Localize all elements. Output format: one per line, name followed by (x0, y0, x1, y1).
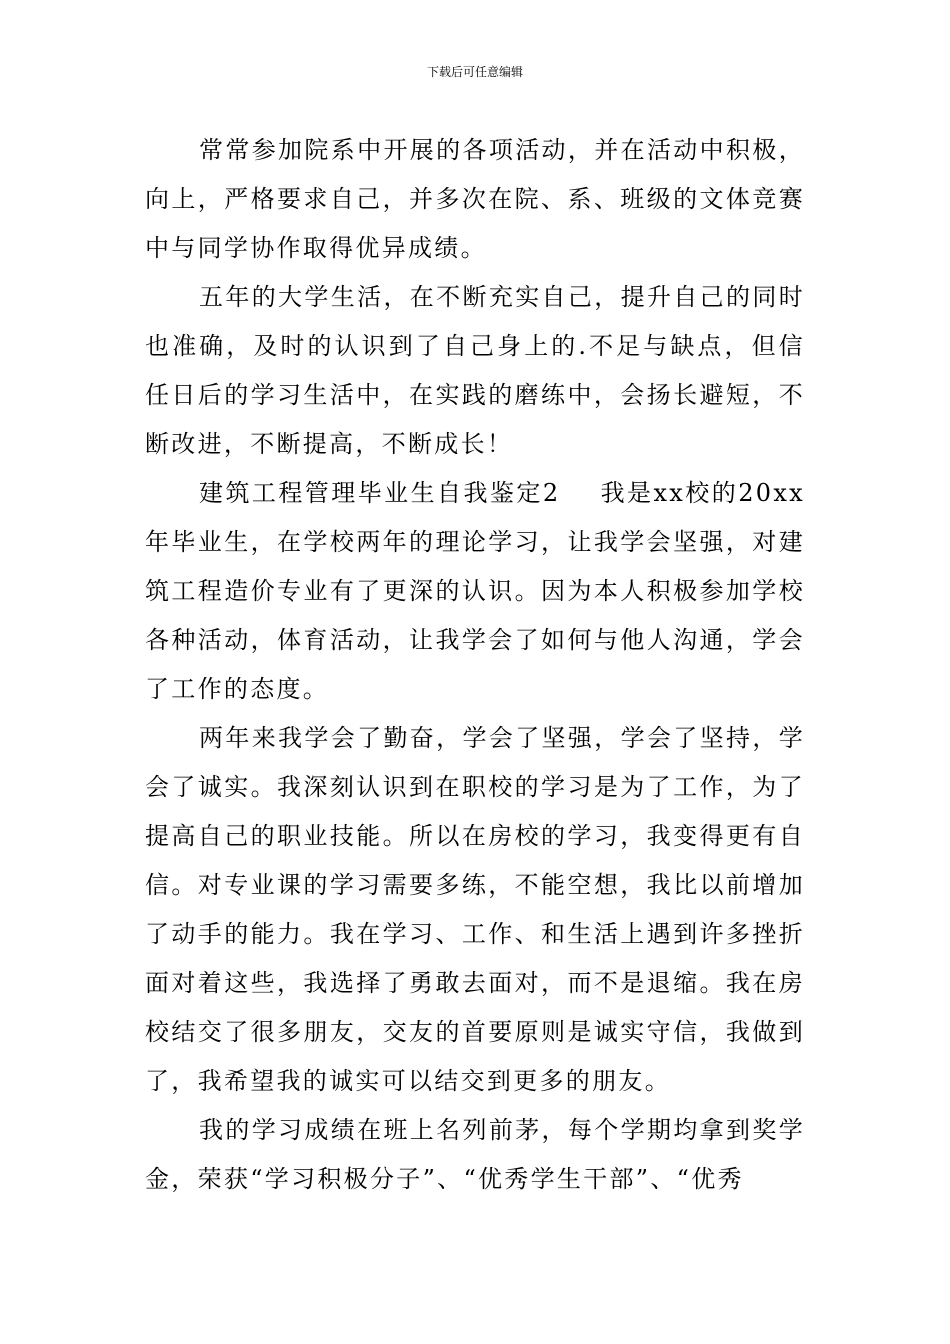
document-body (145, 126, 805, 1204)
paragraph-achievements: 我的学习成绩在班上名列前茅，每个学期均拿到奖学金，荣获“学习积极分子”、“优秀学生干部”、“优秀 (145, 1116, 805, 1193)
paragraph-two-years: 两年来我学会了勤奋，学会了坚强，学会了坚持，学会了诚实。我深刻认识到在职校的学习是为了工作，为了提高自己的职业技能。所以在房校的学习，我变得更有自信。对专业课的学习需要多练，不能空想，我比以前增加了动手的能力。我在学习、工作、和生活上遇到许多挫折面对着这些，我选择了勇敢去面对，而不是退缩。我在房校结交了很多朋友，交友的首要原则是诚实守信，我做到了，我希望我的诚实可以结交到更多的朋友。 (145, 724, 805, 1095)
paragraph-university-life: 五年的大学生活，在不断充实自己，提升自己的同时也准确，及时的认识到了自己身上的.不足与缺点，但信任日后的学习生活中，在实践的磨练中，会扬长避短，不断改进，不断提高，不断成长！ (145, 283, 805, 458)
paragraph-activities: 常常参加院系中开展的各项活动，并在活动中积极，向上，严格要求自己，并多次在院、系、班级的文体竞赛中与同学协作取得优异成绩。 (145, 136, 805, 262)
section-title: 建筑工程管理毕业生自我鉴定2 (199, 479, 561, 507)
page-header-note: 下载后可任意编辑 (426, 65, 523, 79)
paragraph-section-2 (145, 469, 805, 714)
section-first-paragraph-text: 我是xx校的20xx年毕业生，在学校两年的理论学习，让我学会坚强，对建筑工程造价专业有了更深的认识。因为本人积极参加学校各种活动，体育活动，让我学会了如何与他人沟通，学会了工作的态度。 (145, 479, 805, 703)
